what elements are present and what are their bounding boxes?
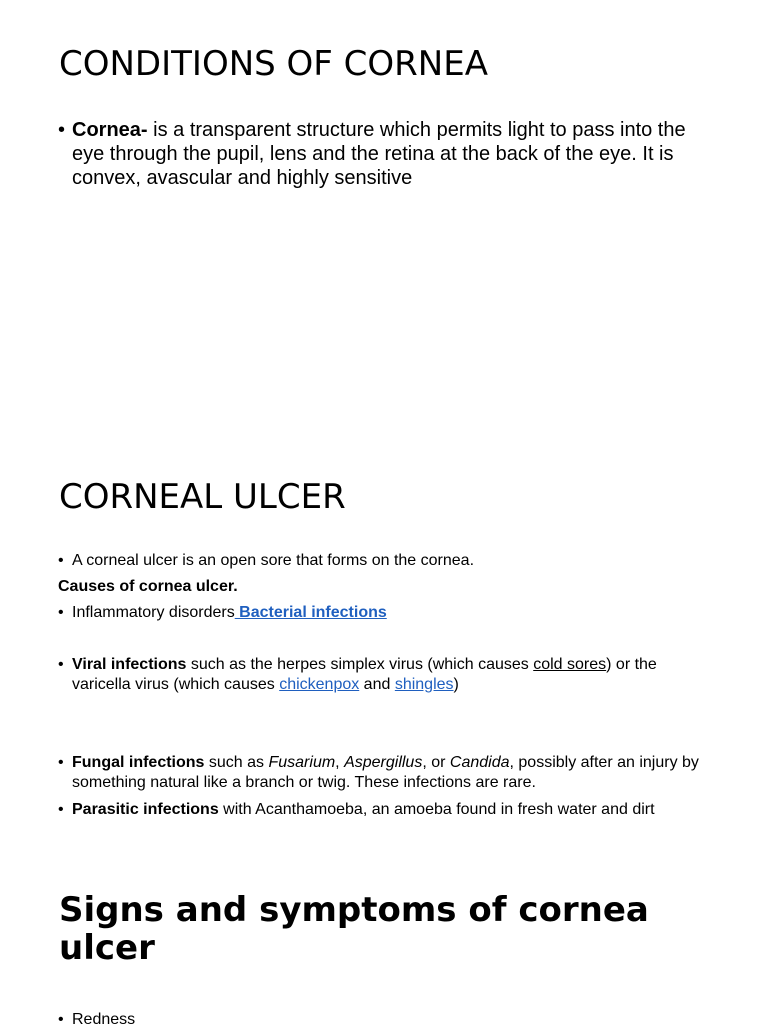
cornea-term: Cornea- bbox=[72, 119, 148, 141]
parasitic-infections-term: Parasitic infections bbox=[72, 801, 219, 818]
fungal-text-3: , or bbox=[422, 754, 450, 771]
bacterial-infections-link[interactable]: Bacterial infections bbox=[234, 604, 387, 621]
shingles-link[interactable]: shingles bbox=[394, 676, 454, 693]
viral-text-3: and bbox=[359, 676, 395, 693]
fungal-text-4: , possibly after an injury by something natural like a branch or twig. These infections are rare. bbox=[72, 754, 699, 791]
fungal-text-1: such as bbox=[204, 754, 269, 771]
title-signs-and-symptoms: Signs and symptoms of cornea ulcer bbox=[59, 890, 649, 968]
title-corneal-ulcer: CORNEAL ULCER bbox=[59, 477, 346, 517]
viral-infections-term: Viral infections bbox=[72, 656, 187, 673]
candida-name: Candida bbox=[449, 754, 510, 771]
bullet-dot: • bbox=[58, 604, 64, 621]
bullet-dot: • bbox=[58, 1011, 64, 1028]
fungal-infections-term: Fungal infections bbox=[72, 754, 205, 771]
bullet-dot: • bbox=[58, 119, 66, 141]
cornea-definition-bullet bbox=[58, 118, 718, 190]
cause-inflammatory-bullet bbox=[58, 603, 718, 623]
bullet-dot: • bbox=[58, 754, 64, 771]
viral-text-1: such as the herpes simplex virus (which causes bbox=[186, 656, 534, 673]
bullet-dot: • bbox=[58, 552, 64, 569]
ulcer-definition-bullet bbox=[58, 551, 718, 571]
fungal-text-2: , bbox=[335, 754, 345, 771]
viral-text-2: ) or the varicella virus (which causes bbox=[72, 656, 657, 693]
aspergillus-name: Aspergillus bbox=[344, 754, 423, 771]
symptom-redness-bullet bbox=[58, 1010, 718, 1030]
cause-viral-bullet bbox=[58, 655, 718, 695]
cause-inflammatory-text: Inflammatory disorders bbox=[72, 604, 235, 621]
causes-heading: Causes of cornea ulcer. bbox=[58, 578, 238, 595]
fusarium-name: Fusarium bbox=[268, 754, 336, 771]
cornea-definition-text: is a transparent structure which permits light to pass into the eye through the pupil, lens and the retina at the back of the eye. It is convex, avascular and highly sensitive bbox=[72, 119, 686, 189]
cause-parasitic-bullet bbox=[58, 800, 718, 820]
symptom-redness-text: Redness bbox=[72, 1011, 136, 1028]
chickenpox-link[interactable]: chickenpox bbox=[279, 676, 360, 693]
parasitic-text: with Acanthamoeba, an amoeba found in fresh water and dirt bbox=[218, 801, 655, 818]
bullet-dot: • bbox=[58, 801, 64, 818]
ulcer-definition-text: A corneal ulcer is an open sore that forms on the cornea. bbox=[72, 552, 475, 569]
cause-fungal-bullet bbox=[58, 753, 718, 793]
cold-sores-link[interactable]: cold sores bbox=[533, 656, 607, 673]
title-conditions-of-cornea: CONDITIONS OF CORNEA bbox=[59, 44, 488, 84]
viral-text-4: ) bbox=[453, 676, 459, 693]
bullet-dot: • bbox=[58, 656, 64, 673]
